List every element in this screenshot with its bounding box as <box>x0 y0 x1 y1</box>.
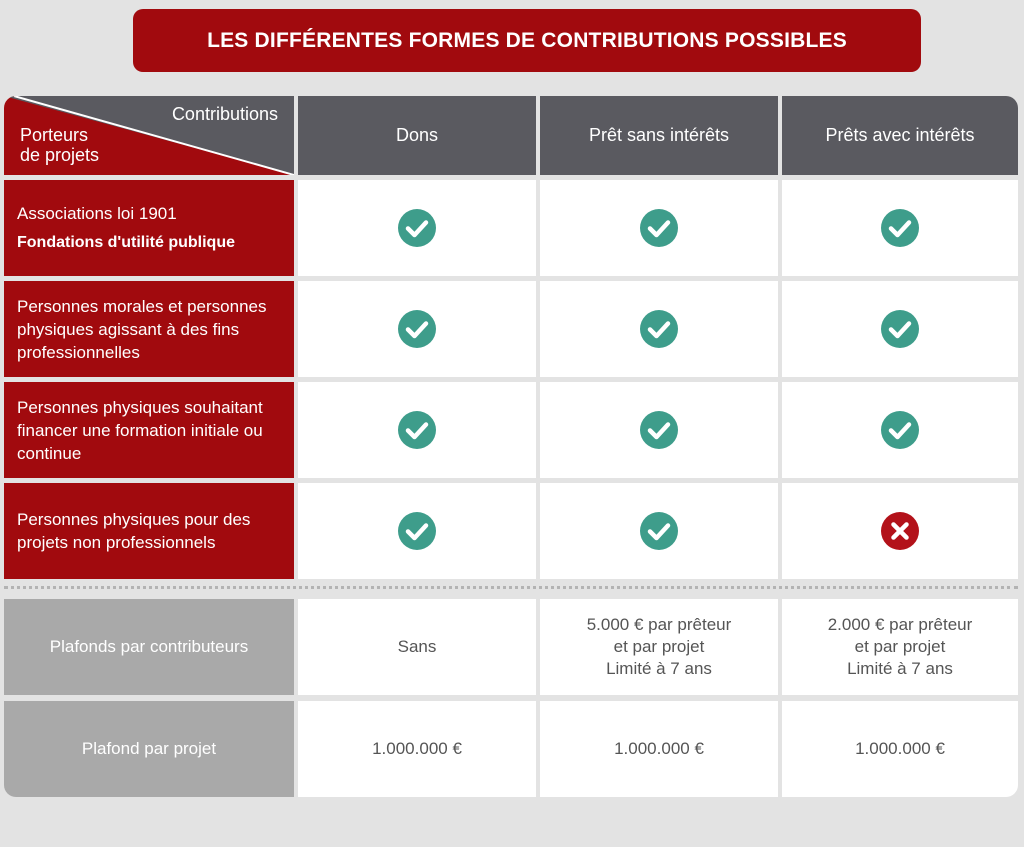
check-icon <box>640 411 678 449</box>
table-cell <box>782 180 1018 276</box>
footer-cell: 1.000.000 € <box>782 701 1018 797</box>
contributions-label: Contributions <box>171 104 278 124</box>
column-header-pret-sans-interets: Prêt sans intérêts <box>540 96 778 175</box>
footer-cell: 1.000.000 € <box>540 701 778 797</box>
check-icon <box>398 209 436 247</box>
row-label-text: Personnes physiques souhaitant financer une formation initiale ou continue <box>17 397 263 463</box>
check-icon <box>398 512 436 550</box>
check-icon <box>881 411 919 449</box>
table-cell <box>298 281 536 377</box>
table-cell <box>540 281 778 377</box>
row-label-non-professionnels <box>4 483 294 579</box>
check-icon <box>640 209 678 247</box>
row-label-associations <box>4 180 294 276</box>
footer-label-plafonds-contributeurs: Plafonds par contributeurs <box>4 599 294 695</box>
footer-cell: 5.000 € par prêteur et par projet Limité à 7 ans <box>540 599 778 695</box>
column-header-dons: Dons <box>298 96 536 175</box>
check-icon <box>881 209 919 247</box>
cross-icon <box>881 512 919 550</box>
corner-header <box>4 96 294 175</box>
table-cell <box>540 483 778 579</box>
table-cell <box>540 180 778 276</box>
page-title: LES DIFFÉRENTES FORMES DE CONTRIBUTIONS POSSIBLES <box>133 9 921 72</box>
table-cell <box>298 180 536 276</box>
check-icon <box>640 310 678 348</box>
row-label-text: Personnes morales et personnes physiques agissant à des fins professionnelles <box>17 296 267 362</box>
row-label-personnes-morales <box>4 281 294 377</box>
porteurs-label: Porteurs de projets <box>20 125 100 165</box>
row-label-text: Personnes physiques pour des projets non professionnels <box>17 510 251 552</box>
check-icon <box>640 512 678 550</box>
table-cell <box>782 483 1018 579</box>
footer-label-plafond-projet: Plafond par projet <box>4 701 294 797</box>
table-cell <box>782 382 1018 478</box>
row-label-formation <box>4 382 294 478</box>
table-cell <box>782 281 1018 377</box>
table-cell <box>540 382 778 478</box>
table-cell <box>298 483 536 579</box>
row-label-text: Associations loi 1901 <box>17 204 177 223</box>
footer-cell: 1.000.000 € <box>298 701 536 797</box>
table-cell <box>298 382 536 478</box>
check-icon <box>398 310 436 348</box>
footer-cell: 2.000 € par prêteur et par projet Limité à 7 ans <box>782 599 1018 695</box>
footer-cell: Sans <box>298 599 536 695</box>
row-sublabel-text: Fondations d'utilité publique <box>17 234 235 251</box>
column-header-prets-avec-interets: Prêts avec intérêts <box>782 96 1018 175</box>
check-icon <box>398 411 436 449</box>
dotted-separator <box>4 586 1018 589</box>
check-icon <box>881 310 919 348</box>
